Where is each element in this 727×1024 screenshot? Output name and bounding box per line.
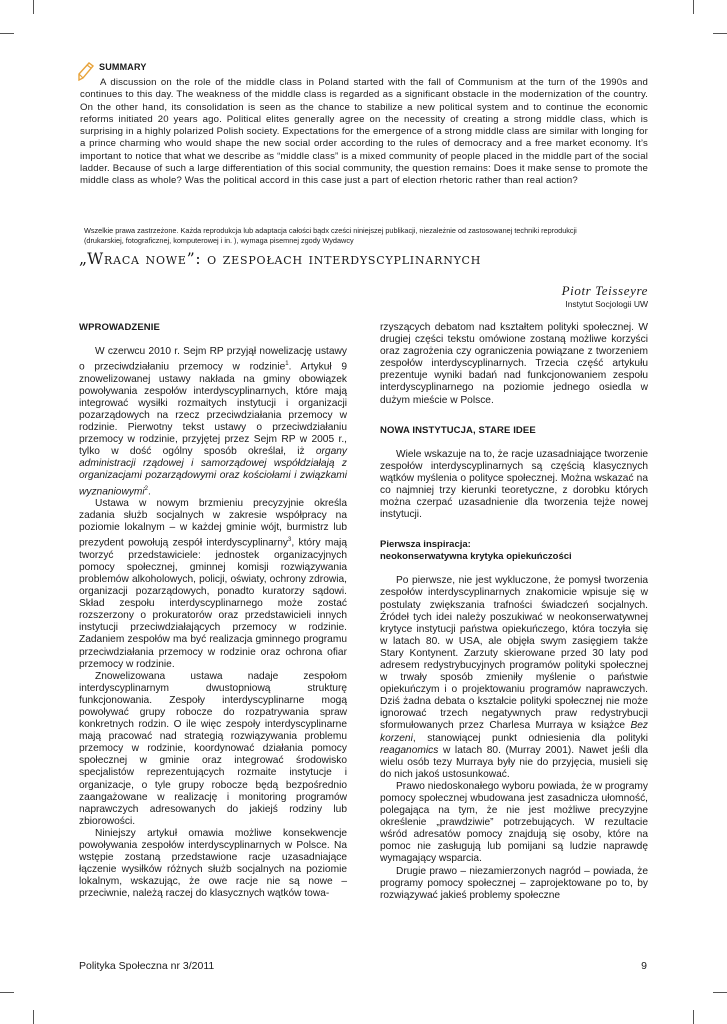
paragraph: rzyszących debatom nad kształtem polityki społecznej. W drugiej części tekstu omówione zostaną możliwe korzyści oraz zagrożenia czy ograniczenia powiązane z tworzeniem zespołów interdyscyplinarnych. Trzecia część artykułu prezentuje wyniki badań nad funkcjonowaniem zespołu interdyscyplinarnego na poziomie jednego osiedla w dużym mieście w Polsce. (380, 322, 648, 406)
paragraph: Drugie prawo – niezamierzonych nagród – powiada, że programy pomocy społecznej – zaprojektowane po to, by rozwiązywać jakieś problemy społeczne (380, 865, 648, 901)
paragraph: Po pierwsze, nie jest wykluczone, że pomysł tworzenia zespołów interdyscyplinarnych znakomicie wpisuje się w postulaty zwiększania trafności świadczeń socjalnych. Źródeł tych idei należy poszukiwać w neokonserwatywnej krytyce instytucji państwa opiekuńczego, która toczyła się w latach 80. w USA, ale objęła swym zasięgiem także Stary Kontynent. Zarzuty skierowane przed 30 laty pod adresem redystrybucyjnych programów polityki społecznej w trwały sposób zmieniły myślenie o państwie opiekuńczym i o projektowaniu programów naprawczych. Dziś żadna debata o kształcie polityki społecznej nie może ignorować trzech negatywnych praw redystrybucji sformułowanych przez Charlesa Murraya w książce Bez korzeni, stanowiącej punkt odniesienia dla polityki reaganomics w latach 80. (Murray 2001). Nawet jeśli dla wielu osób tezy Murraya były nie do przyjęcia, musieli się do nich jakoś ustosunkować. (380, 575, 648, 780)
journal-footer: Polityka Społeczna nr 3/2011 (79, 960, 215, 972)
crop-mark (693, 1010, 694, 1024)
section-heading: WPROWADZENIE (79, 322, 160, 333)
paragraph: Wiele wskazuje na to, że racje uzasadniające tworzenie zespołów interdyscyplinarnych są częścią klasycznych wątków myślenia o polityce społecznej. Można wskazać na co najmniej trzy kierunki teoretyczne, z dorobku których można czerpać uzasadnienie dla tworzenia tejże nowej instytucji. (380, 448, 648, 521)
paragraph: Prawo niedoskonałego wyboru powiada, że w programy pomocy społecznej wbudowana jest zasadnicza ułomność, polegająca na tym, że nie jest możliwe precyzyjne określenie „prawdziwie” potrzebujących. W rezultacie wśród adresatów pomocy znajdują się osoby, które na pomoc nie zasługują lub pomijani są ludzie naprawdę wymagający wsparcia. (380, 780, 648, 865)
summary-heading: SUMMARY (99, 62, 147, 72)
crop-mark (693, 0, 694, 14)
paragraph: Niniejszy artykuł omawia możliwe konsekwencje powoływania zespołów interdyscyplinarnych w Polsce. Na wstępie zostaną przedstawione racje uzasadniające łączenie wysiłków różnych służb socjalnych na poziomie lokalnym, wskazując, że owe racje nie są nowe – przeciwnie, należą raczej do klasycznych wątków towa- (79, 827, 347, 900)
copyright-notice: Wszelkie prawa zastrzeżone. Każda reprodukcja lub adaptacja całości bądx cześci niniejszej publikacji, niezależnie od zastosowanej techniki reprodukcji (drukarskiej, fotograficznej, komputerowej i in. ), wymaga pisemnej zgody Wydawcy (84, 226, 577, 245)
crop-mark (0, 992, 14, 993)
section-heading: NOWA INSTYTUCJA, STARE IDEE (380, 424, 536, 436)
article-title: „Wraca nowe”: o zespołach interdyscyplinarnych (79, 250, 482, 268)
paragraph: W czerwcu 2010 r. Sejm RP przyjął nowelizację ustawy o przeciwdziałaniu przemocy w rodzinie$^1$. Artykuł 9 znowelizowanej ustawy nakłada na gminy obowiązek powoływania zespołów interdyscyplinarnych, które mają integrować wysiłki rozmaitych instytucji i organizacji pozarządowych na rzecz przeciwdziałania przemocy w rodzinie. Pierwotny tekst ustawy o przeciwdziałaniu przemocy w rodzinie, przyjętej przez Sejm RP w 2005 r., tylko w dość ogólny sposób określał, iż organy administracji rządowej i samorządowej współdziałają z organizacjami pozarządowymi oraz kościołami i związkami wyznaniowymi$^2$. (79, 346, 347, 497)
left-column (79, 322, 347, 900)
page-number: 9 (641, 960, 647, 972)
subsection-heading: Pierwsza inspiracja: neokonserwatywna krytyka opiekuńczości (380, 539, 572, 563)
crop-mark (713, 992, 727, 993)
paragraph: Znowelizowana ustawa nadaje zespołom interdyscyplinarnym dwustopniową strukturę funkcjonowania. Zespoły interdyscyplinarne mogą powoływać grupy robocze do rozpatrywania spraw konkretnych rodzin. O ile więc zespoły interdyscyplinarne mają pracować nad strategią rozwiązywania problemu przemocy w rodzinie, koordynować działania pomocy społecznej w gminie oraz integrować środowisko specjalistów reprezentujących rozmaite instytucje i organizacje, o tyle grupy robocze będą bezpośrednio zaangażowane w realizację i monitoring programów naprawczych adresowanych do jakiejś rodziny lub zbiorowości. (79, 670, 347, 827)
crop-mark (0, 33, 14, 34)
author-name: Piotr Teisseyre (561, 283, 648, 298)
summary-text: A discussion on the role of the middle class in Poland started with the fall of Communism at the turn of the 1990s and continues to this day. The weakness of the middle class is regarded as a significant obstacle in the modernization of the country. On the other hand, its consolidation is seen as the chance to stabilize a new political system and to continue the economic reforms initiated 20 years ago. Political elites generally agree on the necessity of creating a strong middle class, which is surprising in a highly polarized Polish society. Expectations for the emergence of a strong middle class are similar with longing for a prince charming who would shape the new social order according to the rules of democracy and a free market economy. It’s important to notice that what we describe as “middle class” is a mixed community of people placed in the middle part of the social ladder. Because of such a large differentiation of this social community, the question remains: Does it make sense to promote the middle class as whole? Was the political accord in this case just a part of election rhetoric rather than real action? (80, 77, 648, 186)
crop-mark (33, 1010, 34, 1024)
crop-mark (33, 0, 34, 14)
crop-mark (713, 33, 727, 34)
author-affiliation: Instytut Socjologii UW (565, 299, 648, 309)
paragraph: Ustawa w nowym brzmieniu precyzyjnie określa zadania służb socjalnych w zakresie współpracy na poziomie lokalnym – w każdej gminie wójt, burmistrz lub prezydent powołują zespół interdyscyplinarny$^3$, który mają tworzyć przedstawiciele: jednostek organizacyjnych pomocy społecznej, gminnej komisji rozwiązywania problemów alkoholowych, policji, oświaty, ochrony zdrowia, organizacji pozarządowych, ponadto kuratorzy sądowi. Skład zespołu interdyscyplinarnego może zostać rozszerzony o prokuratorów oraz przedstawicieli innych instytucji przeciwdziałających przemocy w rodzinie. Zadaniem zespołów ma być realizacja gminnego programu przeciwdziałania przemocy w rodzinie oraz ochrona ofiar przemocy w rodzinie. (79, 498, 347, 670)
right-column (380, 322, 648, 902)
